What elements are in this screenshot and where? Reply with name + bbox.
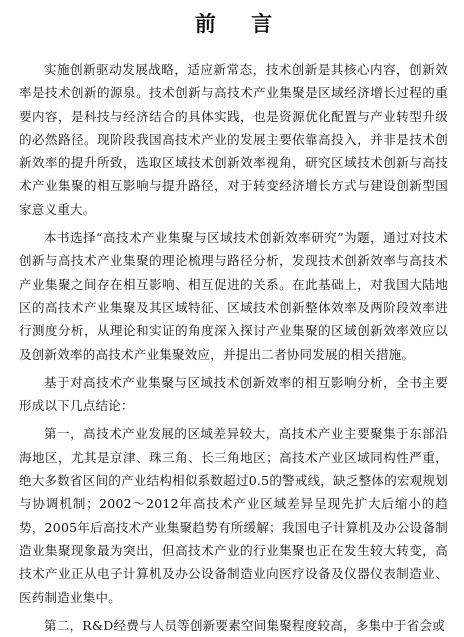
page-title: 前 言 — [194, 12, 287, 36]
paragraph-1: 实施创新驱动发展战略，适应新常态，技术创新是其核心内容，创新效率是技术创新的源泉。技术创新与高技术产业集聚是区域经济增长过程的重要内容，是科技与经济结合的具体实践，也是资源优化配置与产业转型升级的必然路径。现阶段我国高技术产业的发展主要依靠高投入，并非是技术创新效率的提升所致，选取区域技术创新效率视角，研究区域技术创新与高技术产业集聚的相互影响与提升路径，对于转变经济增长方式与建设创新型国家意义重大。 — [19, 62, 448, 217]
document-body — [19, 58, 448, 637]
paragraph-5: 第二，R&D经费与人员等创新要素空间集聚程度较高，多集中于省会或 — [44, 617, 446, 633]
paragraph-2: 本书选择“高技术产业集聚与区域技术创新效率研究”为题，通过对技术创新与高技术产业集聚的理论梳理与路径分析，发现技术创新效率与高技术产业集聚之间存在相互影响、相互促进的关系。在此基础上，对我国大陆地区的高技术产业集聚及其区域特征、区域技术创新整体效率及两阶段效率进行测度分析，从理论和实证的角度深入探讨产业集聚的区域创新效率效应以及创新效率的高技术产业集聚效应，并提出二者协同发展的相关措施。 — [19, 230, 448, 362]
paragraph-3: 基于对高技术产业集聚与区域技术创新效率的相互影响分析，全书主要形成以下几点结论： — [19, 374, 448, 414]
paragraph-4: 第一，高技术产业发展的区域差异较大，高技术产业主要聚集于东部沿海地区，尤其是京津、珠三角、长三角地区；高技术产业区域同构性严重，绝大多数省区间的产业结构相似系数超过0.5的警戒线，缺乏整体的宏观规划与协调机制；2002～2012年高技术产业区域差异呈现先扩大后缩小的趋势，2005年后高技术产业集聚趋势有所缓解；我国电子计算机及办公设备制造业集聚现象最为突出，但高技术产业的行业集聚也正在发生较大转变，高技术产业正从电子计算机及办公设备制造业向医疗设备及仪器仪表制造业、医药制造业集中。 — [19, 426, 448, 605]
